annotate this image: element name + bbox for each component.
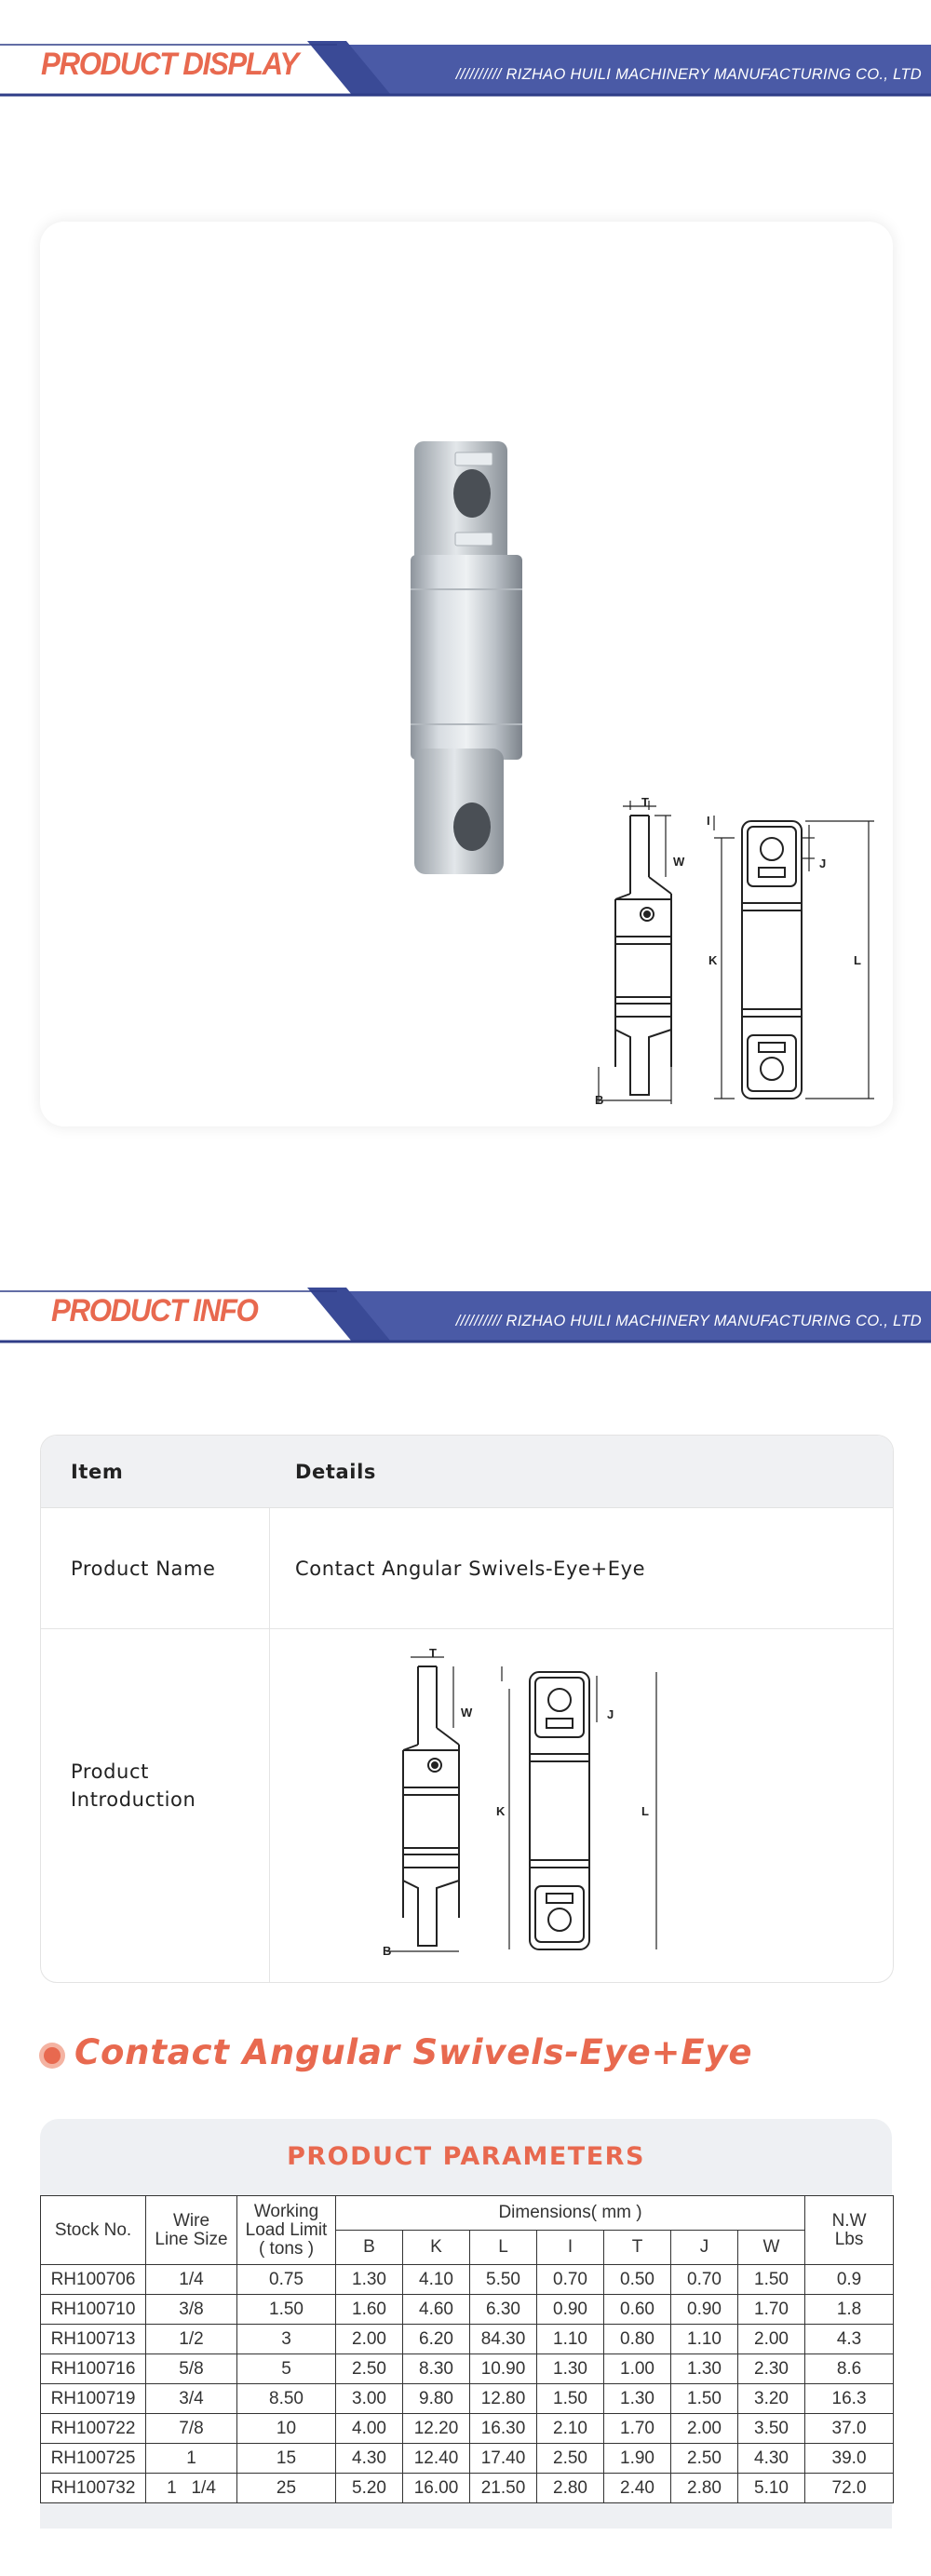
table-cell: 16.30 (470, 2414, 537, 2444)
table-cell: 0.80 (604, 2325, 671, 2354)
info-table-header (41, 1436, 893, 1508)
company-name: ////////// RIZHAO HUILI MACHINERY MANUFACTURING CO., LTD (455, 66, 922, 83)
parameters-title: PRODUCT PARAMETERS (287, 2142, 645, 2171)
table-cell: 4.30 (336, 2444, 403, 2474)
table-cell: 2.10 (537, 2414, 604, 2444)
col-wll-line1: Working (253, 2201, 319, 2221)
table-cell: 1.50 (738, 2265, 805, 2295)
parameters-table (40, 2195, 894, 2503)
table-cell: 1.30 (671, 2354, 738, 2384)
product-display-card (40, 222, 893, 1126)
table-row (41, 2384, 894, 2414)
table-cell: 1.90 (604, 2444, 671, 2474)
table-cell: 0.9 (805, 2265, 894, 2295)
col-wire-line-size (146, 2196, 237, 2265)
table-cell: 2.40 (604, 2474, 671, 2503)
table-cell: 1.8 (805, 2295, 894, 2325)
table-cell: RH100722 (41, 2414, 146, 2444)
dim-label-j: J (819, 856, 827, 870)
product-info-banner (0, 1288, 931, 1345)
table-cell: RH100710 (41, 2295, 146, 2325)
dim-label-b: B (595, 1093, 604, 1107)
table-cell: 7/8 (146, 2414, 237, 2444)
table-cell: 5.10 (738, 2474, 805, 2503)
introduction-label-line1: Product (71, 1760, 149, 1783)
table-cell: 4.60 (403, 2295, 470, 2325)
table-cell: 3.00 (336, 2384, 403, 2414)
table-cell: 2.80 (537, 2474, 604, 2503)
col-dimensions: Dimensions( mm ) (336, 2196, 805, 2231)
table-cell: 25 (237, 2474, 336, 2503)
table-cell: 0.90 (537, 2295, 604, 2325)
product-name-value: Contact Angular Swivels-Eye+Eye (295, 1558, 646, 1580)
table-cell: 1.70 (738, 2295, 805, 2325)
banner-title: PRODUCT INFO (51, 1293, 258, 1328)
col-wire-line-size-line2: Line Size (155, 2229, 228, 2249)
table-cell: 12.20 (403, 2414, 470, 2444)
table-cell: 37.0 (805, 2414, 894, 2444)
column-divider (269, 1629, 270, 1982)
table-cell: 16.00 (403, 2474, 470, 2503)
table-cell: 6.30 (470, 2295, 537, 2325)
table-row (41, 2414, 894, 2444)
company-name: ////////// RIZHAO HUILI MACHINERY MANUFACTURING CO., LTD (455, 1313, 922, 1329)
table-cell: 4.00 (336, 2414, 403, 2444)
table-cell: 1.50 (237, 2295, 336, 2325)
table-cell: 3/4 (146, 2384, 237, 2414)
col-stock-no: Stock No. (41, 2196, 146, 2265)
table-cell: 0.70 (671, 2265, 738, 2295)
table-cell: RH100725 (41, 2444, 146, 2474)
table-row (41, 2325, 894, 2354)
table-cell: 2.50 (537, 2444, 604, 2474)
col-dim-i: I (537, 2231, 604, 2265)
table-cell: 16.3 (805, 2384, 894, 2414)
intro-dim-label-j: J (607, 1707, 614, 1721)
table-cell: 10 (237, 2414, 336, 2444)
table-cell: 15 (237, 2444, 336, 2474)
table-cell: 1.10 (671, 2325, 738, 2354)
col-dim-l: L (470, 2231, 537, 2265)
table-cell: 0.75 (237, 2265, 336, 2295)
col-dim-k: K (403, 2231, 470, 2265)
col-nw-line2: Lbs (834, 2229, 864, 2249)
table-header-row (41, 2196, 894, 2231)
info-row-product-name (41, 1508, 893, 1629)
table-row (41, 2444, 894, 2474)
col-wire-line-size-line1: Wire (172, 2210, 210, 2231)
product-name-label: Product Name (71, 1558, 216, 1580)
col-dim-t: T (604, 2231, 671, 2265)
table-cell: 10.90 (470, 2354, 537, 2384)
introduction-drawing (383, 1648, 671, 1964)
table-cell: 0.60 (604, 2295, 671, 2325)
col-nw (805, 2196, 894, 2265)
table-cell: 1 (146, 2444, 237, 2474)
column-divider (269, 1508, 270, 1628)
col-working-load-limit (237, 2196, 336, 2265)
table-row (41, 2354, 894, 2384)
table-row (41, 2265, 894, 2295)
table-cell: 1.70 (604, 2414, 671, 2444)
intro-dim-label-k: K (496, 1804, 506, 1818)
technical-drawing (595, 797, 884, 1113)
intro-dim-label-b: B (383, 1944, 392, 1958)
intro-dim-label-t: T (429, 1646, 437, 1660)
intro-dim-label-l: L (641, 1804, 649, 1818)
table-cell: RH100706 (41, 2265, 146, 2295)
table-cell: 1.30 (336, 2265, 403, 2295)
col-wll-line2: Load Limit (245, 2219, 328, 2240)
table-cell: 39.0 (805, 2444, 894, 2474)
table-cell: 1.00 (604, 2354, 671, 2384)
introduction-label-line2: Introduction (71, 1788, 196, 1811)
table-cell: 3/8 (146, 2295, 237, 2325)
table-cell: RH100716 (41, 2354, 146, 2384)
table-cell: 1.50 (537, 2384, 604, 2414)
table-cell: 1.30 (537, 2354, 604, 2384)
table-cell: RH100732 (41, 2474, 146, 2503)
dim-label-l: L (854, 953, 861, 967)
dim-label-w: W (673, 855, 685, 869)
table-cell: 2.30 (738, 2354, 805, 2384)
dim-label-t: T (641, 795, 649, 809)
table-cell: 8.50 (237, 2384, 336, 2414)
table-cell: 2.00 (738, 2325, 805, 2354)
table-cell: 0.50 (604, 2265, 671, 2295)
table-cell: 3.50 (738, 2414, 805, 2444)
table-cell: 0.90 (671, 2295, 738, 2325)
intro-dim-label-w: W (461, 1706, 473, 1720)
product-heading: Contact Angular Swivels-Eye+Eye (74, 2032, 753, 2072)
table-cell: 72.0 (805, 2474, 894, 2503)
dim-label-i: I (707, 814, 710, 828)
col-wll-line3: ( tons ) (258, 2238, 315, 2259)
table-cell: 2.00 (671, 2414, 738, 2444)
table-cell: 8.30 (403, 2354, 470, 2384)
dim-label-k: K (708, 953, 718, 967)
table-cell: 4.3 (805, 2325, 894, 2354)
table-cell: 1 1/4 (146, 2474, 237, 2503)
col-nw-line1: N.W (831, 2210, 867, 2231)
table-cell: 5.20 (336, 2474, 403, 2503)
col-dim-b: B (336, 2231, 403, 2265)
table-row (41, 2295, 894, 2325)
table-cell: 1.10 (537, 2325, 604, 2354)
table-cell: RH100719 (41, 2384, 146, 2414)
table-cell: 2.50 (671, 2444, 738, 2474)
info-row-introduction (41, 1629, 893, 1982)
table-cell: 0.70 (537, 2265, 604, 2295)
table-cell: 21.50 (470, 2474, 537, 2503)
banner-title: PRODUCT DISPLAY (41, 47, 298, 82)
table-cell: 1/4 (146, 2265, 237, 2295)
table-cell: 1/2 (146, 2325, 237, 2354)
product-info-table (40, 1435, 894, 1983)
table-cell: 2.50 (336, 2354, 403, 2384)
table-cell: 3 (237, 2325, 336, 2354)
table-cell: 5.50 (470, 2265, 537, 2295)
parameters-table-body (41, 2265, 894, 2503)
col-dim-j: J (671, 2231, 738, 2265)
table-cell: 5 (237, 2354, 336, 2384)
table-cell: 6.20 (403, 2325, 470, 2354)
table-cell: 2.80 (671, 2474, 738, 2503)
header-details: Details (295, 1461, 376, 1483)
table-cell: 8.6 (805, 2354, 894, 2384)
table-cell: 1.30 (604, 2384, 671, 2414)
table-cell: 17.40 (470, 2444, 537, 2474)
table-cell: 12.40 (403, 2444, 470, 2474)
table-cell: 3.20 (738, 2384, 805, 2414)
table-cell: 4.30 (738, 2444, 805, 2474)
table-cell: RH100713 (41, 2325, 146, 2354)
table-row (41, 2474, 894, 2503)
introduction-label (71, 1758, 196, 1814)
table-cell: 9.80 (403, 2384, 470, 2414)
table-cell: 84.30 (470, 2325, 537, 2354)
parameters-bottom-strip (40, 2518, 892, 2529)
table-cell: 4.10 (403, 2265, 470, 2295)
header-item: Item (71, 1461, 124, 1483)
table-cell: 1.50 (671, 2384, 738, 2414)
table-cell: 5/8 (146, 2354, 237, 2384)
table-cell: 1.60 (336, 2295, 403, 2325)
table-cell: 12.80 (470, 2384, 537, 2414)
col-dim-w: W (738, 2231, 805, 2265)
bullet-icon (39, 2043, 65, 2069)
product-display-banner (0, 41, 931, 99)
table-cell: 2.00 (336, 2325, 403, 2354)
